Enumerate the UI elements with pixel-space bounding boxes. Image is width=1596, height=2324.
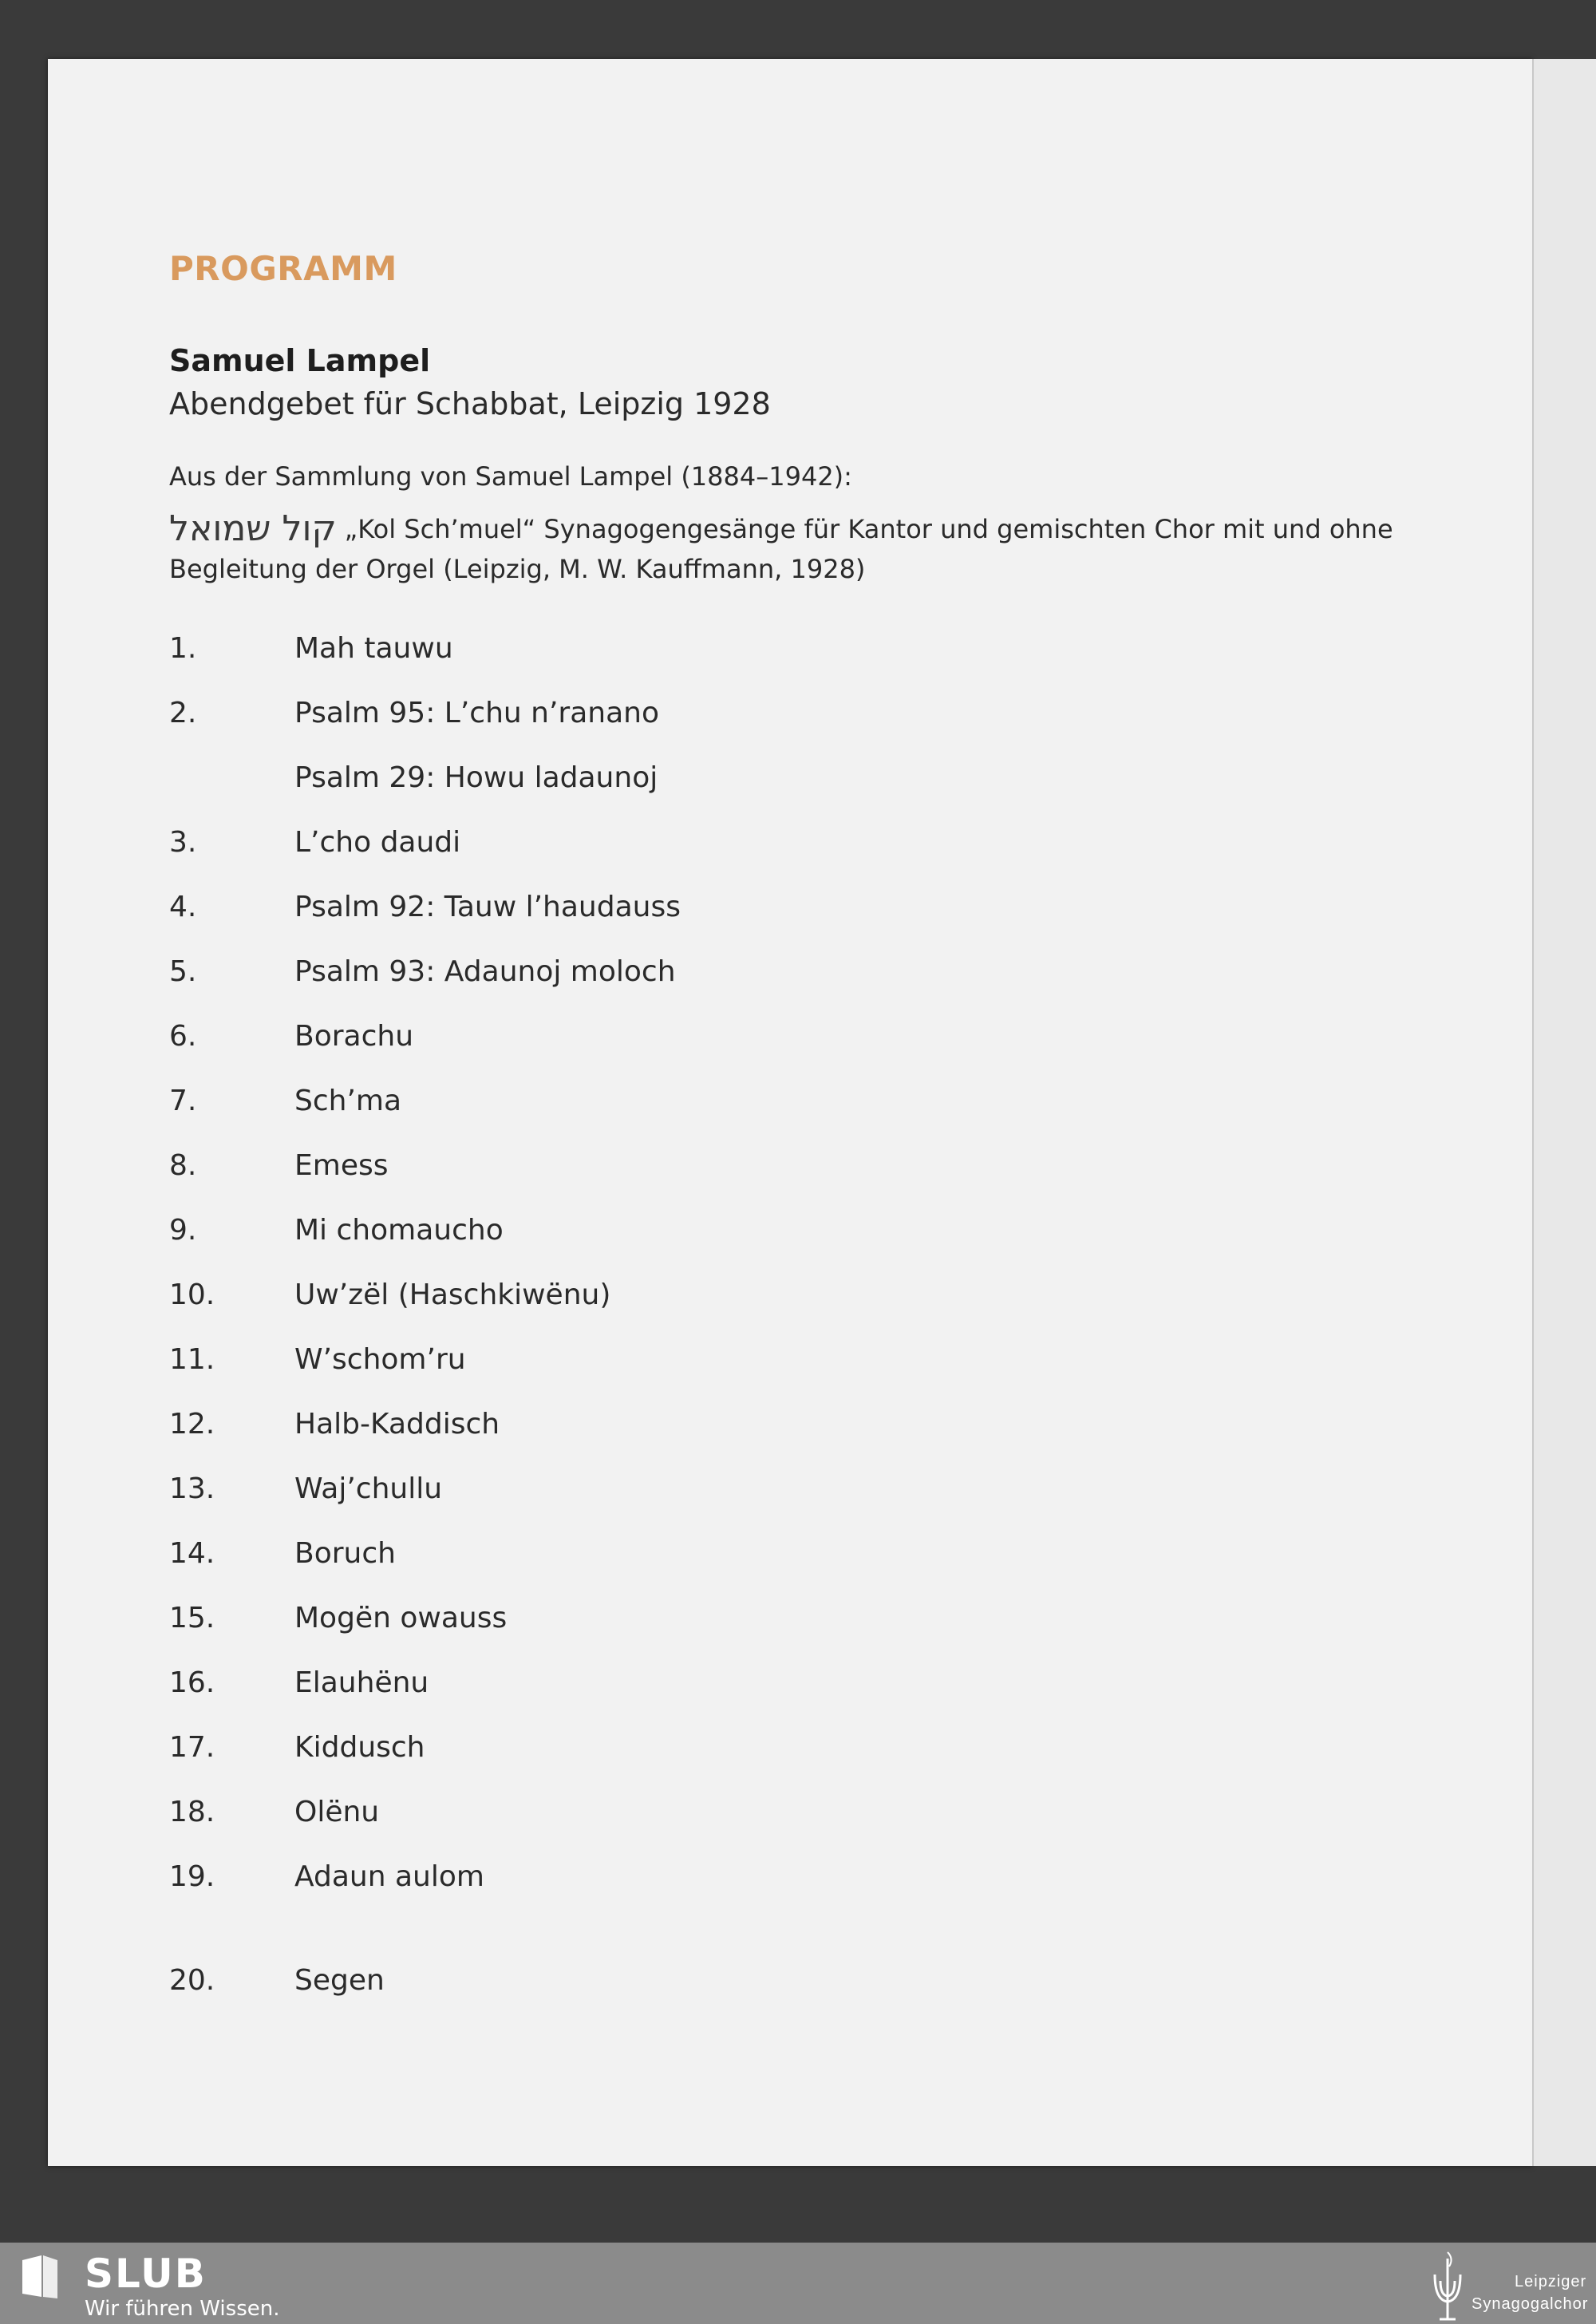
program-item (169, 1537, 1127, 1577)
work-title: Abendgebet für Schabbat, Leipzig 1928 (169, 386, 771, 421)
item-number: 7. (169, 1085, 197, 1117)
item-title: Psalm 29: Howu ladaunoj (294, 761, 658, 794)
slub-book-icon (19, 2254, 61, 2300)
item-number: 18. (169, 1796, 215, 1828)
item-title: Waj’chullu (294, 1472, 443, 1505)
item-title: Sch’ma (294, 1085, 402, 1117)
program-item (169, 761, 1127, 801)
item-title: Psalm 95: L’chu n’ranano (294, 697, 659, 729)
program-item (169, 1279, 1127, 1318)
item-title: Segen (294, 1964, 385, 1997)
program-item (169, 1602, 1127, 1642)
library-tagline: Wir führen Wissen. (85, 2297, 280, 2321)
item-title: Mah tauwu (294, 632, 453, 665)
program-item (169, 1860, 1127, 1900)
source-line: Aus der Sammlung von Samuel Lampel (1884–1942): (169, 461, 852, 492)
item-number: 2. (169, 697, 197, 729)
item-number: 3. (169, 826, 197, 859)
item-title: Borachu (294, 1020, 414, 1053)
program-item (169, 632, 1127, 672)
program-item (169, 826, 1127, 866)
program-heading: PROGRAMM (169, 249, 397, 288)
program-item (169, 1472, 1127, 1512)
item-title: Uw’zël (Haschkiwënu) (294, 1279, 611, 1311)
item-number: 11. (169, 1343, 215, 1376)
program-item (169, 1343, 1127, 1383)
item-number: 17. (169, 1731, 215, 1764)
item-title: L’cho daudi (294, 826, 461, 859)
item-number: 1. (169, 632, 197, 665)
item-number: 6. (169, 1020, 197, 1053)
item-number: 15. (169, 1602, 215, 1634)
program-item (169, 1149, 1127, 1189)
item-title: Elauhënu (294, 1666, 429, 1699)
choir-name-line2: Synagogalchor (1472, 2295, 1589, 2313)
item-number: 12. (169, 1408, 215, 1441)
program-page (48, 59, 1532, 2166)
adjacent-page-edge (1532, 59, 1596, 2166)
item-title: Halb-Kaddisch (294, 1408, 500, 1441)
item-number: 9. (169, 1214, 197, 1247)
collection-description: „Kol Sch’muel“ Synagogengesänge für Kantor und gemischten Chor mit und ohne (344, 514, 1393, 544)
publisher-line: Begleitung der Orgel (Leipzig, M. W. Kauffmann, 1928) (169, 554, 866, 584)
item-number: 5. (169, 955, 197, 988)
library-name: SLUB (85, 2251, 207, 2297)
program-item (169, 697, 1127, 737)
item-title: Emess (294, 1149, 389, 1182)
item-number: 20. (169, 1964, 215, 1997)
program-item (169, 1085, 1127, 1124)
item-number: 19. (169, 1860, 215, 1893)
program-item (169, 1020, 1127, 1060)
program-item (169, 1731, 1127, 1771)
program-item (169, 1666, 1127, 1706)
item-title: Psalm 92: Tauw l’haudauss (294, 891, 681, 923)
item-number: 10. (169, 1279, 215, 1311)
item-title: Boruch (294, 1537, 396, 1570)
item-number: 8. (169, 1149, 197, 1182)
program-item (169, 1796, 1127, 1836)
item-title: Mi chomaucho (294, 1214, 504, 1247)
item-title: W’schom’ru (294, 1343, 466, 1376)
item-title: Kiddusch (294, 1731, 425, 1764)
hebrew-collection-title: קול שמואל (169, 508, 337, 549)
program-item (169, 1214, 1127, 1254)
collection-line (169, 508, 1393, 549)
menorah-icon (1430, 2251, 1465, 2321)
program-item (169, 1408, 1127, 1448)
item-number: 13. (169, 1472, 215, 1505)
item-title: Mogën owauss (294, 1602, 508, 1634)
item-title: Olënu (294, 1796, 380, 1828)
program-item (169, 1964, 1127, 2004)
item-title: Adaun aulom (294, 1860, 484, 1893)
item-title: Psalm 93: Adaunoj moloch (294, 955, 676, 988)
composer-name: Samuel Lampel (169, 343, 431, 378)
footer-bar (0, 2243, 1596, 2324)
program-item (169, 891, 1127, 931)
item-number: 16. (169, 1666, 215, 1699)
choir-name-line1: Leipziger (1515, 2273, 1587, 2290)
item-number: 14. (169, 1537, 215, 1570)
program-item (169, 955, 1127, 995)
item-number: 4. (169, 891, 197, 923)
